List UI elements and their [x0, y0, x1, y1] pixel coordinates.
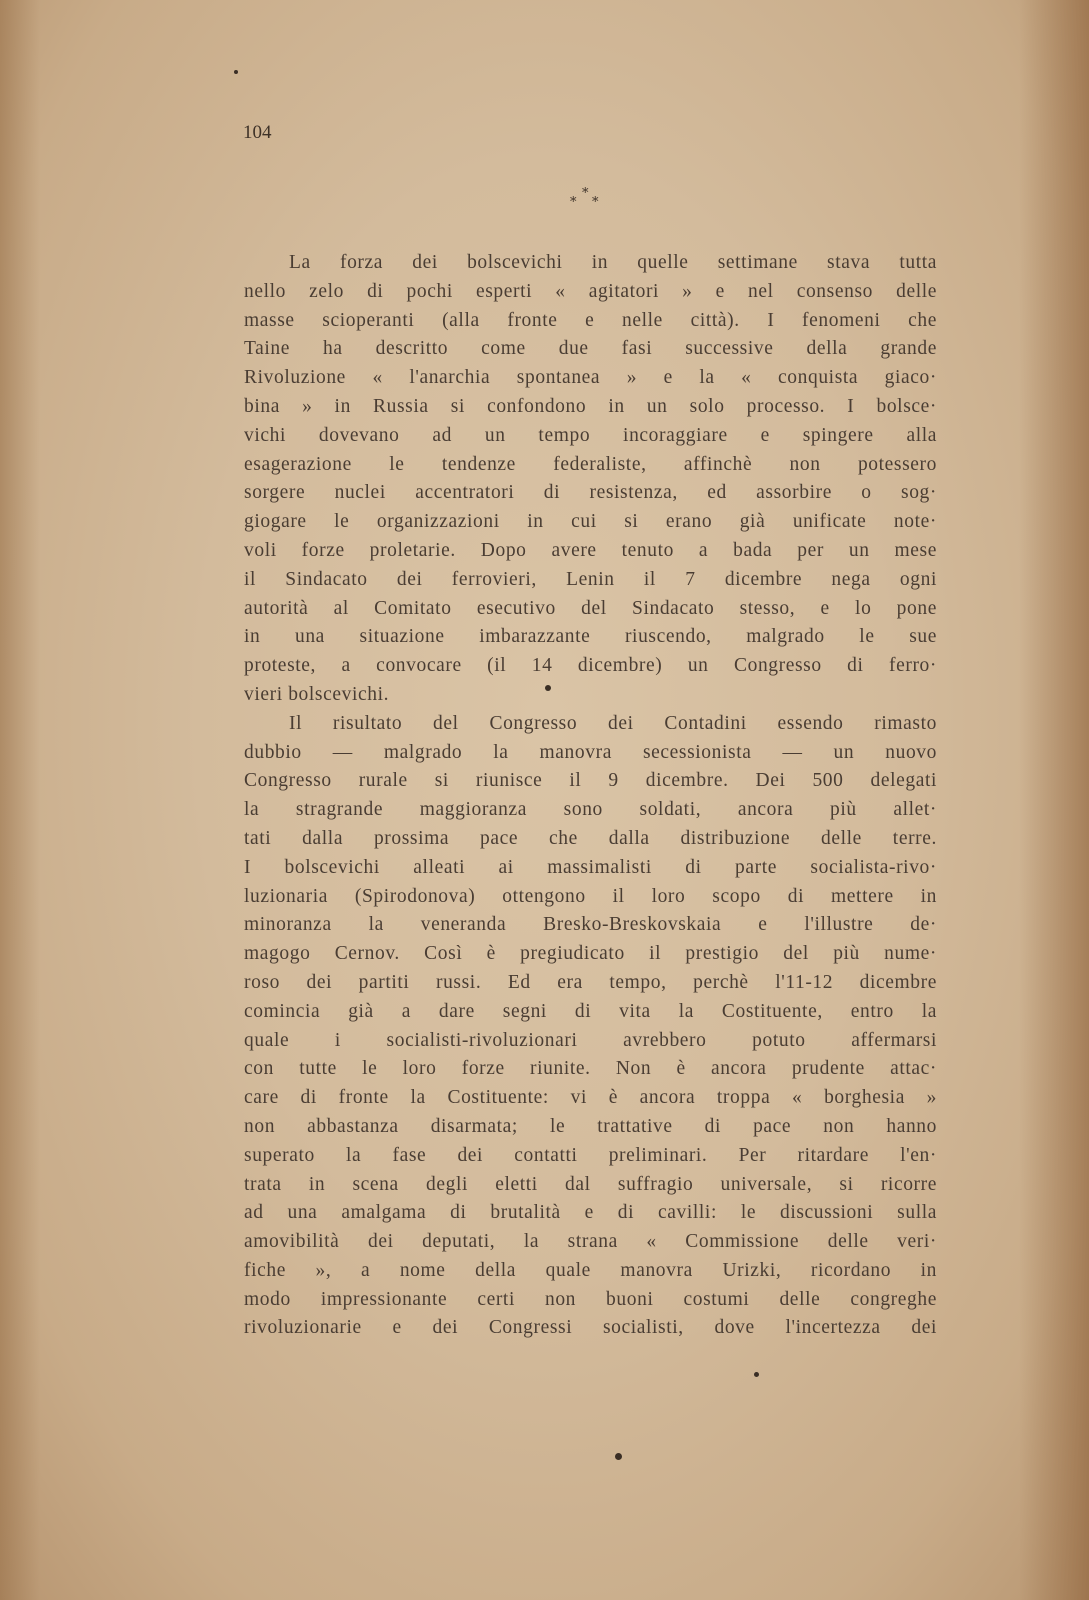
text-line: voli forze proletarie. Dopo avere tenuto a bada per un mese: [244, 539, 937, 561]
text-line: roso dei partiti russi. Ed era tempo, perchè l'11-12 dicembre: [244, 971, 937, 993]
text-line: la stragrande maggioranza sono soldati, ancora più allet·: [244, 799, 937, 821]
ink-speck: [615, 1453, 622, 1460]
text-line: rivoluzionarie e dei Congressi socialisti, dove l'incertezza dei: [244, 1317, 937, 1339]
text-line: nello zelo di pochi esperti « agitatori » e nel consenso delle: [244, 280, 937, 302]
paragraph-1: [244, 249, 937, 710]
text-line: Rivoluzione « l'anarchia spontanea » e la « conquista giaco·: [244, 367, 937, 389]
text-line: fiche », a nome della quale manovra Urizki, ricordano in: [244, 1259, 937, 1281]
ink-speck: [754, 1372, 759, 1377]
text-line: con tutte le loro forze riunite. Non è ancora prudente attac·: [244, 1058, 937, 1080]
text-line: non abbastanza disarmata; le trattative di pace non hanno: [244, 1115, 937, 1137]
text-line: giogare le organizzazioni in cui si erano già unificate note·: [244, 511, 937, 533]
body-text: [244, 249, 937, 1343]
text-line: masse scioperanti (alla fronte e nelle città). I fenomeni che: [244, 309, 937, 331]
page-number: 104: [243, 122, 272, 143]
text-line: I bolscevichi alleati ai massimalisti di parte socialista-rivo·: [244, 856, 937, 878]
text-line: minoranza la veneranda Bresko-Breskovskaia e l'illustre de·: [244, 914, 937, 936]
text-line: amovibilità dei deputati, la strana « Commissione delle veri·: [244, 1231, 937, 1253]
text-line: Congresso rurale si riunisce il 9 dicembre. Dei 500 delegati: [244, 770, 937, 792]
asterism-star: *: [582, 186, 589, 201]
text-line: Il risultato del Congresso dei Contadini essendo rimasto: [289, 712, 937, 734]
ink-speck: [234, 70, 238, 74]
ink-speck: [545, 685, 551, 691]
text-line: in una situazione imbarazzante riuscendo, malgrado le sue: [244, 626, 937, 648]
text-line: trata in scena degli eletti dal suffragio universale, si ricorre: [244, 1173, 937, 1195]
text-line: modo impressionante certi non buoni costumi delle congreghe: [244, 1288, 937, 1310]
asterism-star: *: [570, 195, 577, 210]
text-line: comincia già a dare segni di vita la Costituente, entro la: [244, 1000, 937, 1022]
text-line: vieri bolscevichi.: [244, 683, 390, 705]
text-line: superato la fase dei contatti preliminari. Per ritardare l'en·: [244, 1144, 937, 1166]
asterism-star: *: [592, 195, 599, 210]
text-line: autorità al Comitato esecutivo del Sindacato stesso, e lo pone: [244, 597, 937, 619]
text-line: esagerazione le tendenze federaliste, affinchè non potessero: [244, 453, 937, 475]
text-line: bina » in Russia si confondono in un solo processo. I bolsce·: [244, 395, 937, 417]
section-separator-asterism: [568, 186, 608, 216]
text-line: ad una amalgama di brutalità e di cavilli: le discussioni sulla: [244, 1202, 937, 1224]
text-line: La forza dei bolscevichi in quelle settimane stava tutta: [289, 252, 937, 273]
text-line: proteste, a convocare (il 14 dicembre) un Congresso di ferro·: [244, 655, 937, 677]
text-line: care di fronte la Costituente: vi è ancora troppa « borghesia »: [244, 1087, 937, 1109]
text-line: sorgere nuclei accentratori di resistenza, ed assorbire o sog·: [244, 482, 937, 504]
text-line: dubbio — malgrado la manovra secessionista — un nuovo: [244, 741, 937, 763]
text-line: quale i socialisti-rivoluzionari avrebbero potuto affermarsi: [244, 1029, 937, 1051]
text-line: il Sindacato dei ferrovieri, Lenin il 7 dicembre nega ogni: [244, 568, 937, 590]
text-line: Taine ha descritto come due fasi successive della grande: [244, 338, 937, 360]
text-line: luzionaria (Spirodonova) ottengono il loro scopo di mettere in: [244, 885, 937, 907]
text-line: vichi dovevano ad un tempo incoraggiare e spingere alla: [244, 424, 937, 446]
paragraph-2: [244, 710, 937, 1344]
text-line: tati dalla prossima pace che dalla distribuzione delle terre.: [244, 827, 937, 849]
text-line: magogo Cernov. Così è pregiudicato il prestigio del più nume·: [244, 943, 937, 965]
